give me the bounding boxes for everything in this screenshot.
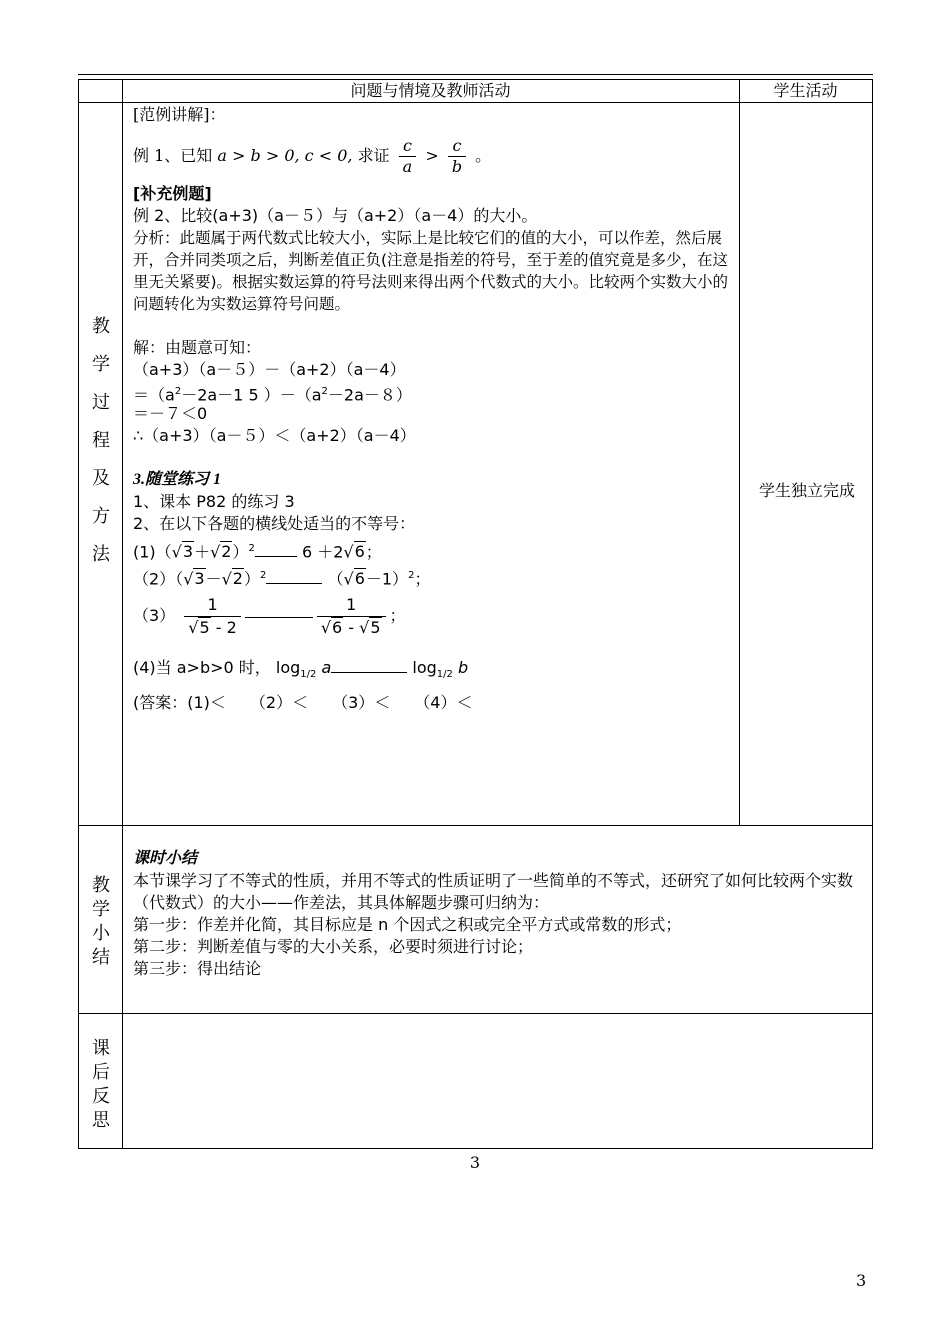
page-number-center: 3 xyxy=(469,1153,481,1172)
supplementary-title: [补充例题] xyxy=(133,184,212,203)
summary-title: 课时小结 xyxy=(133,850,198,867)
summary-row-label: 教 学 小 结 xyxy=(92,875,110,968)
example-1: 例 1、已知 a > b > 0, c < 0, 求证 $\frac{c}{a}$ > $\frac{c}{b}$ 。 xyxy=(133,136,492,176)
label-column-divider xyxy=(122,79,123,1148)
page-number-corner: 3 xyxy=(856,1271,867,1290)
table-top-border xyxy=(78,74,873,75)
solution-title: 解：由题意可知： xyxy=(133,338,262,357)
fraction-one-over-sqrt5-minus-2: $\frac{1}{√5 - 2}$ xyxy=(184,594,241,639)
header-student-column: 学生活动 xyxy=(773,81,838,100)
header-main-column: 问题与情境及教师活动 xyxy=(350,81,511,100)
practice-q2: $(2)(√3-√2)^2$ $(√6-1)^2$； xyxy=(133,569,431,589)
answer-blank-2[interactable] xyxy=(266,567,322,584)
practice-q3: （3） $\frac{1}{√5 - 2}$ $\frac{1}{√6 - √5}$ ； xyxy=(133,595,406,637)
superscript-two: 2 xyxy=(321,386,328,397)
fraction-c-over-b: $\frac{c}{b}$ xyxy=(448,136,466,177)
summary-step-3: 第三步：得出结论 xyxy=(133,959,262,978)
example-section-title: [范例讲解]： xyxy=(133,105,226,124)
solution-step-3: ＝－７＜0 xyxy=(133,404,208,423)
example-2: 例 2、比较(a+3)（a－５）与（a+2）（a－4）的大小。 xyxy=(133,206,538,225)
practice-item-1: 1、课本 P82 的练习 3 xyxy=(133,492,295,511)
solution-step-2: $=(a^2-2a-1$ 5 ）$-(a^2-2a-8)$ xyxy=(133,385,412,405)
practice-q1: $(1)(√3+√2)^2$ 6 ＋2√6； xyxy=(133,542,382,562)
summary-bottom-border xyxy=(78,1013,873,1014)
student-activity-text: 学生独立完成 xyxy=(758,481,855,500)
summary-step-2: 第二步：判断差值与零的大小关系，必要时须进行讨论； xyxy=(133,937,534,956)
practice-item-2: 2、在以下各题的横线处适当的不等号： xyxy=(133,514,416,533)
analysis-paragraph: 分析：此题属于两代数式比较大小，实际上是比较它们的值的大小，可以作差，然后展开，合并同类项之后，判断差值正负(注意是指差的符号，至于差的值究竟是多少，在这里无关紧要)。根据实数运算的符号法则来得出两个代数式的大小。比较两个实数大小的问题转化为实数运算符号问题。 xyxy=(133,229,729,313)
table-right-border xyxy=(872,79,873,1148)
answer-blank-3[interactable] xyxy=(245,616,313,618)
process-bottom-border xyxy=(78,825,873,826)
table-bottom-border xyxy=(78,1148,873,1149)
header-bottom-border xyxy=(78,102,873,103)
solution-step-1: （a+3）（a－５）－（a+2）（a－4） xyxy=(133,360,406,379)
fraction-c-over-a: $\frac{c}{a}$ xyxy=(399,136,417,177)
student-column-divider xyxy=(739,79,740,825)
process-row-label: 教 学 过 程 及 方 法 xyxy=(92,316,110,565)
reflection-row-label: 课 后 反 思 xyxy=(92,1038,110,1131)
summary-text: 本节课学习了不等式的性质，并用不等式的性质证明了一些简单的不等式，还研究了如何比较两个实数（代数式）的大小——作差法，其具体解题步骤可归纳为： xyxy=(133,871,854,912)
summary-step-1: 第一步：作差并化简，其目标应是 n 个因式之积或完全平方式或常数的形式； xyxy=(133,915,682,934)
fraction-one-over-sqrt6-minus-sqrt5: $\frac{1}{√6 - √5}$ xyxy=(317,594,386,639)
practice-q4: (4)当 a>b>0 时， $\log_{1/2} a$ $\log_{1/2} b$ xyxy=(133,658,469,681)
table-left-border xyxy=(78,79,79,1148)
answer-blank-4[interactable] xyxy=(331,656,407,673)
practice-answer: (答案：(1)＜ （2）＜ （3）＜ （4）＜ xyxy=(133,693,473,712)
practice-title: 3.随堂练习 1 xyxy=(133,471,222,488)
answer-blank-1[interactable] xyxy=(255,540,297,557)
solution-step-4: ∴（a+3）（a－５）＜（a+2）（a－4） xyxy=(133,426,416,445)
